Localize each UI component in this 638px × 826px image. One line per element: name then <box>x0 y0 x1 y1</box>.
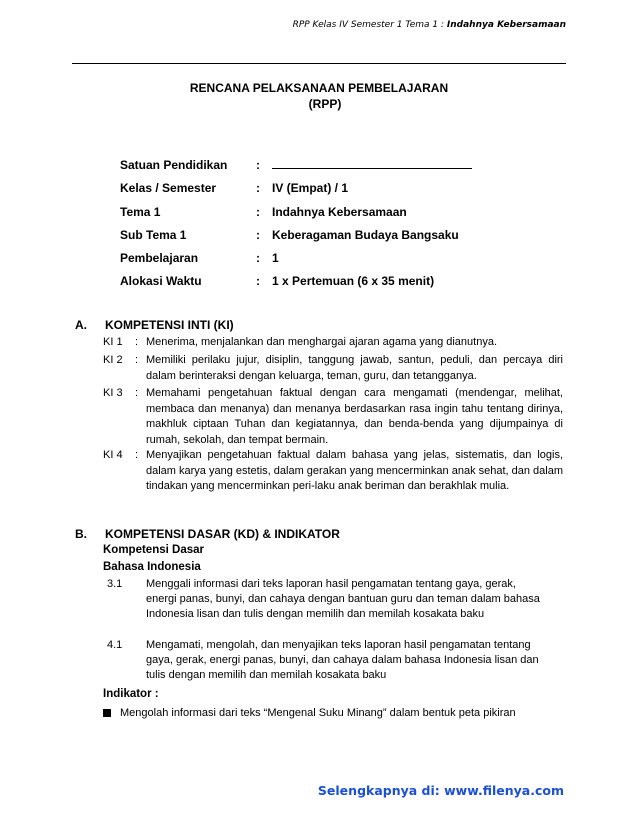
ki-text: Memiliki perilaku jujur, disiplin, tanggung jawab, santun, peduli, dan percaya diri dalam berinteraksi dengan keluarga, teman, guru, dan tetangganya. <box>146 354 563 382</box>
ki-item <box>103 448 563 495</box>
ki-colon: : <box>135 336 139 348</box>
section-title: KOMPETENSI DASAR (KD) & INDIKATOR <box>105 527 340 541</box>
section-letter: A. <box>75 318 87 332</box>
ki-label: KI 4 <box>103 449 123 461</box>
subject-heading: Bahasa Indonesia <box>103 561 201 573</box>
identity-label: Sub Tema 1 <box>120 227 187 242</box>
kd-text: Menggali informasi dari teks laporan hasil pengamatan tentang gaya, gerak, energi panas, bunyi, dan cahaya dengan bantuan guru dan teman dalam bahasa Indonesia lisan dan tulis dengan memilih dan memilah kosakata baku <box>146 578 540 620</box>
section-title: KOMPETENSI INTI (KI) <box>105 318 234 332</box>
identity-colon: : <box>256 251 260 266</box>
page-header <box>293 20 566 30</box>
identity-label: Tema 1 <box>120 204 161 219</box>
identity-value: 1 x Pertemuan (6 x 35 menit) <box>272 274 435 289</box>
ki-item <box>103 386 563 448</box>
ki-colon: : <box>135 449 139 461</box>
header-rule <box>72 63 566 64</box>
footer-link[interactable]: Selengkapnya di: www.filenya.com <box>317 783 564 798</box>
indikator-item <box>103 706 543 721</box>
identity-value: IV (Empat) / 1 <box>272 181 349 196</box>
kd-number: 4.1 <box>107 639 123 651</box>
blank-line <box>272 158 472 169</box>
kd-item <box>107 638 547 683</box>
identity-value-blank <box>272 158 472 172</box>
ki-colon: : <box>135 387 139 399</box>
ki-colon: : <box>135 354 139 366</box>
section-letter: B. <box>75 527 87 541</box>
square-bullet-icon <box>103 709 111 717</box>
header-theme: Indahnya Kebersamaan <box>446 20 566 30</box>
identity-colon: : <box>256 227 260 242</box>
indikator-heading: Indikator : <box>103 688 159 700</box>
ki-label: KI 1 <box>103 336 123 348</box>
ki-item <box>103 335 563 351</box>
ki-text: Menerima, menjalankan dan menghargai ajaran agama yang dianutnya. <box>146 336 498 348</box>
identity-label: Alokasi Waktu <box>120 274 202 289</box>
ki-text: Menyajikan pengetahuan faktual dalam bahasa yang jelas, sistematis, dan logis, dalam karya yang estetis, dalam gerakan yang mencerminkan anak sehat, dan dalam tindakan yang mencerminkan peri-laku anak beriman dan berakhlak mulia. <box>146 449 564 492</box>
identity-value: 1 <box>272 251 279 266</box>
identity-value: Keberagaman Budaya Bangsaku <box>272 227 459 242</box>
header-prefix: RPP Kelas IV Semester 1 Tema 1 : <box>292 20 447 30</box>
ki-label: KI 3 <box>103 387 123 399</box>
identity-value: Indahnya Kebersamaan <box>272 204 407 219</box>
indikator-text: Mengolah informasi dari teks “Mengenal Suku Minang” dalam bentuk peta pikiran <box>120 707 516 719</box>
identity-label: Kelas / Semester <box>120 181 217 196</box>
kd-text: Mengamati, mengolah, dan menyajikan teks laporan hasil pengamatan tentang gaya, gerak, energi panas, bunyi, dan cahaya dalam bahasa Indonesia lisan dan tulis dengan memilih dan memilah kosakata baku <box>146 639 539 681</box>
kd-number: 3.1 <box>107 578 123 590</box>
kd-item <box>107 577 547 622</box>
identity-colon: : <box>256 181 260 196</box>
ki-item <box>103 353 563 384</box>
identity-colon: : <box>256 204 260 219</box>
ki-text: Memahami pengetahuan faktual dengan cara mengamati (mendengar, melihat, membaca dan menanya) dan menanya berdasarkan rasa ingin tahu tentang dirinya, makhluk ciptaan Tuhan dan kegiatannya, dan benda-benda yang dijumpainya di rumah, sekolah, dan tempat bermain. <box>146 387 563 446</box>
kd-heading: Kompetensi Dasar <box>103 544 204 556</box>
identity-label: Pembelajaran <box>120 251 199 266</box>
ki-label: KI 2 <box>103 354 123 366</box>
doc-title: RENCANA PELAKSANAAN PEMBELAJARAN <box>189 81 449 95</box>
doc-subtitle: (RPP) <box>308 97 342 111</box>
identity-colon: : <box>256 158 260 172</box>
identity-label: Satuan Pendidikan <box>120 158 228 172</box>
identity-colon: : <box>256 274 260 289</box>
